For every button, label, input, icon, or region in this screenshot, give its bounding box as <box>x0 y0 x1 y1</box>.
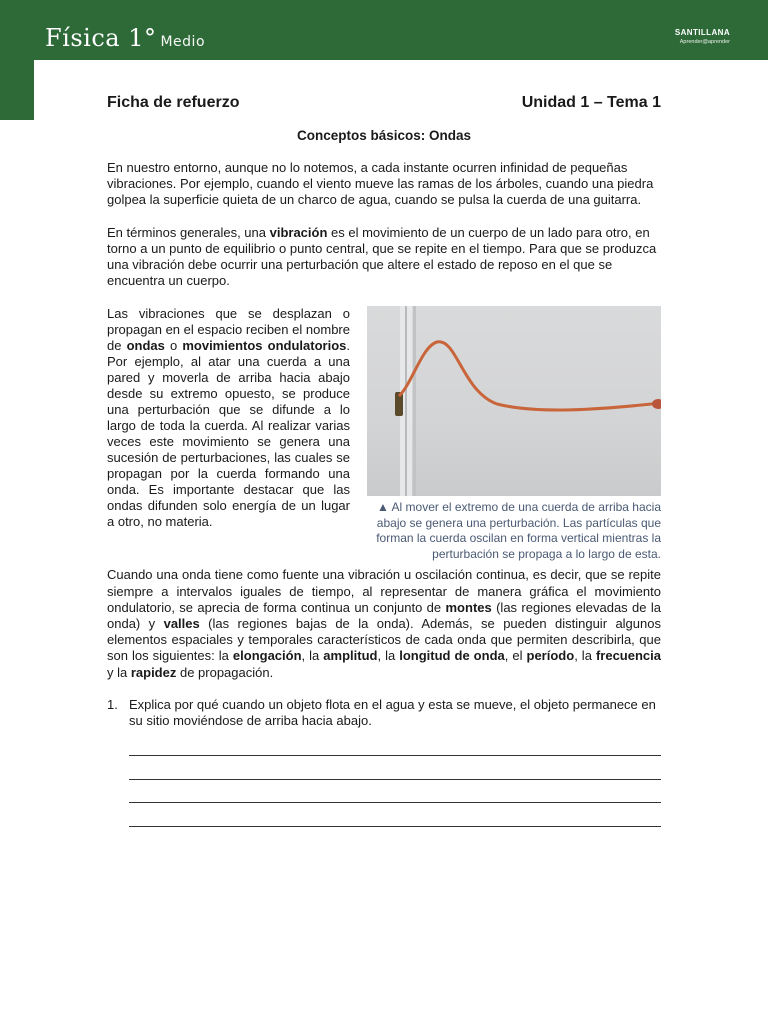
rope-wave-illustration <box>367 306 661 496</box>
term-montes: montes <box>445 599 492 615</box>
paragraph-vibration <box>107 225 661 290</box>
text-run: Las vibraciones que se desplazan o propagan en el espacio reciben el nombre de <box>107 306 350 354</box>
text-run: En términos generales, una <box>107 224 270 240</box>
title-row <box>107 92 661 114</box>
term-valles: valles <box>163 616 200 632</box>
text-run: , la <box>574 648 596 664</box>
answer-lines[interactable] <box>129 733 661 827</box>
text-run: , la <box>377 648 400 664</box>
text-run: de propagación. <box>176 664 274 680</box>
caption-text: Al mover el extremo de una cuerda de arriba hacia abajo se genera una perturbación. Las partículas que forman la cuerda oscilan en forma vertical mientras la perturbación se propaga a lo largo de esta. <box>376 500 661 561</box>
term-periodo: período <box>526 648 575 664</box>
door-frame-shadow <box>413 306 416 496</box>
term-frecuencia: frecuencia <box>595 648 661 664</box>
text-run: (las regiones bajas de la onda). Además, se pueden distinguir algunos elementos espaciales y temporales característicos de cada onda que permiten describirla, que son los siguientes: la <box>107 616 661 664</box>
text-run: . Por ejemplo, al atar una cuerda a una pared y moverla de arriba hacia abajo desde su extremo opuesto, se produce una perturbación que se difunde a lo largo de toda la cuerda. Al realizar varias veces este movimiento se genera una sucesión de perturbaciones, las cuales se propagan por la cuerda formando una onda. Es importante destacar que las ondas difunden solo energía de un lugar a otro, no materia. <box>107 338 350 530</box>
term-rapidez: rapidez <box>130 664 177 680</box>
text-run: y la <box>107 664 131 680</box>
publisher-name: SANTILLANA <box>674 28 730 37</box>
term-ondas: ondas <box>126 338 165 354</box>
paragraph-waves <box>107 306 350 530</box>
answer-line[interactable] <box>129 733 661 757</box>
text-run: (las regiones elevadas de la onda) y <box>107 599 661 632</box>
question-text: Explica por qué cuando un objeto flota en el agua y esta se mueve, el objeto permanece en su sitio moviéndose de arriba hacia abajo. <box>129 696 656 729</box>
answer-line[interactable] <box>129 803 661 827</box>
question-number: 1. <box>107 696 118 712</box>
publisher-tagline: Aprender@aprender <box>679 39 730 45</box>
question-1 <box>107 697 661 730</box>
header-bar <box>0 0 768 60</box>
text-run: , la <box>301 648 324 664</box>
term-longitud-de-onda: longitud de onda <box>399 648 505 664</box>
subject-title <box>45 24 205 56</box>
text-run: , el <box>504 648 527 664</box>
subject-level: Medio <box>160 34 206 50</box>
text-run: Cuando una onda tiene como fuente una vibración u oscilación continua, es decir, que se repite siempre a intervalos iguales de tiempo, al representar de manera gráfica el movimiento ondulatorio, se aprecia de forma continua un conjunto de <box>107 567 661 615</box>
term-amplitud: amplitud <box>323 648 378 664</box>
unit-label: Unidad 1 – Tema 1 <box>521 94 661 111</box>
text-run: o <box>164 338 183 354</box>
figure-caption <box>362 500 661 562</box>
figure-section <box>107 306 661 561</box>
paragraph-wave-elements <box>107 567 661 680</box>
text-run: es el movimiento de un cuerpo de un lado para otro, en torno a un punto de equilibrio o punto central, que se repite en el tiempo. Para que se produzca una vibración debe ocurrir una perturbación que altere el estado de reposo en el que se encuentra un cuerpo. <box>107 224 657 289</box>
paragraph-intro: En nuestro entorno, aunque no lo notemos, a cada instante ocurren infinidad de pequeñas vibraciones. Por ejemplo, cuando el viento mueve las ramas de los árboles, cuando una piedra golpea la superficie quieta de un charco de agua, cuando se pulsa la cuerda de una guitarra. <box>107 160 654 208</box>
header-side-strip <box>0 60 34 120</box>
section-title: Conceptos básicos: Ondas <box>296 128 472 143</box>
term-elongacion: elongación <box>232 648 302 664</box>
caption-marker: ▲ <box>376 500 389 515</box>
publisher-logo <box>675 28 730 46</box>
door-frame-edge <box>405 306 407 496</box>
term-vibracion: vibración <box>269 224 328 240</box>
answer-line[interactable] <box>129 780 661 804</box>
rope-wave-photo <box>367 306 661 496</box>
sheet-type: Ficha de refuerzo <box>107 94 240 111</box>
subject-name: Física 1° <box>45 24 157 52</box>
rope <box>399 342 661 410</box>
term-movimientos-ondulatorios: movimientos ondulatorios <box>182 338 347 354</box>
answer-line[interactable] <box>129 756 661 780</box>
hand <box>652 399 661 409</box>
document-content <box>107 90 661 827</box>
